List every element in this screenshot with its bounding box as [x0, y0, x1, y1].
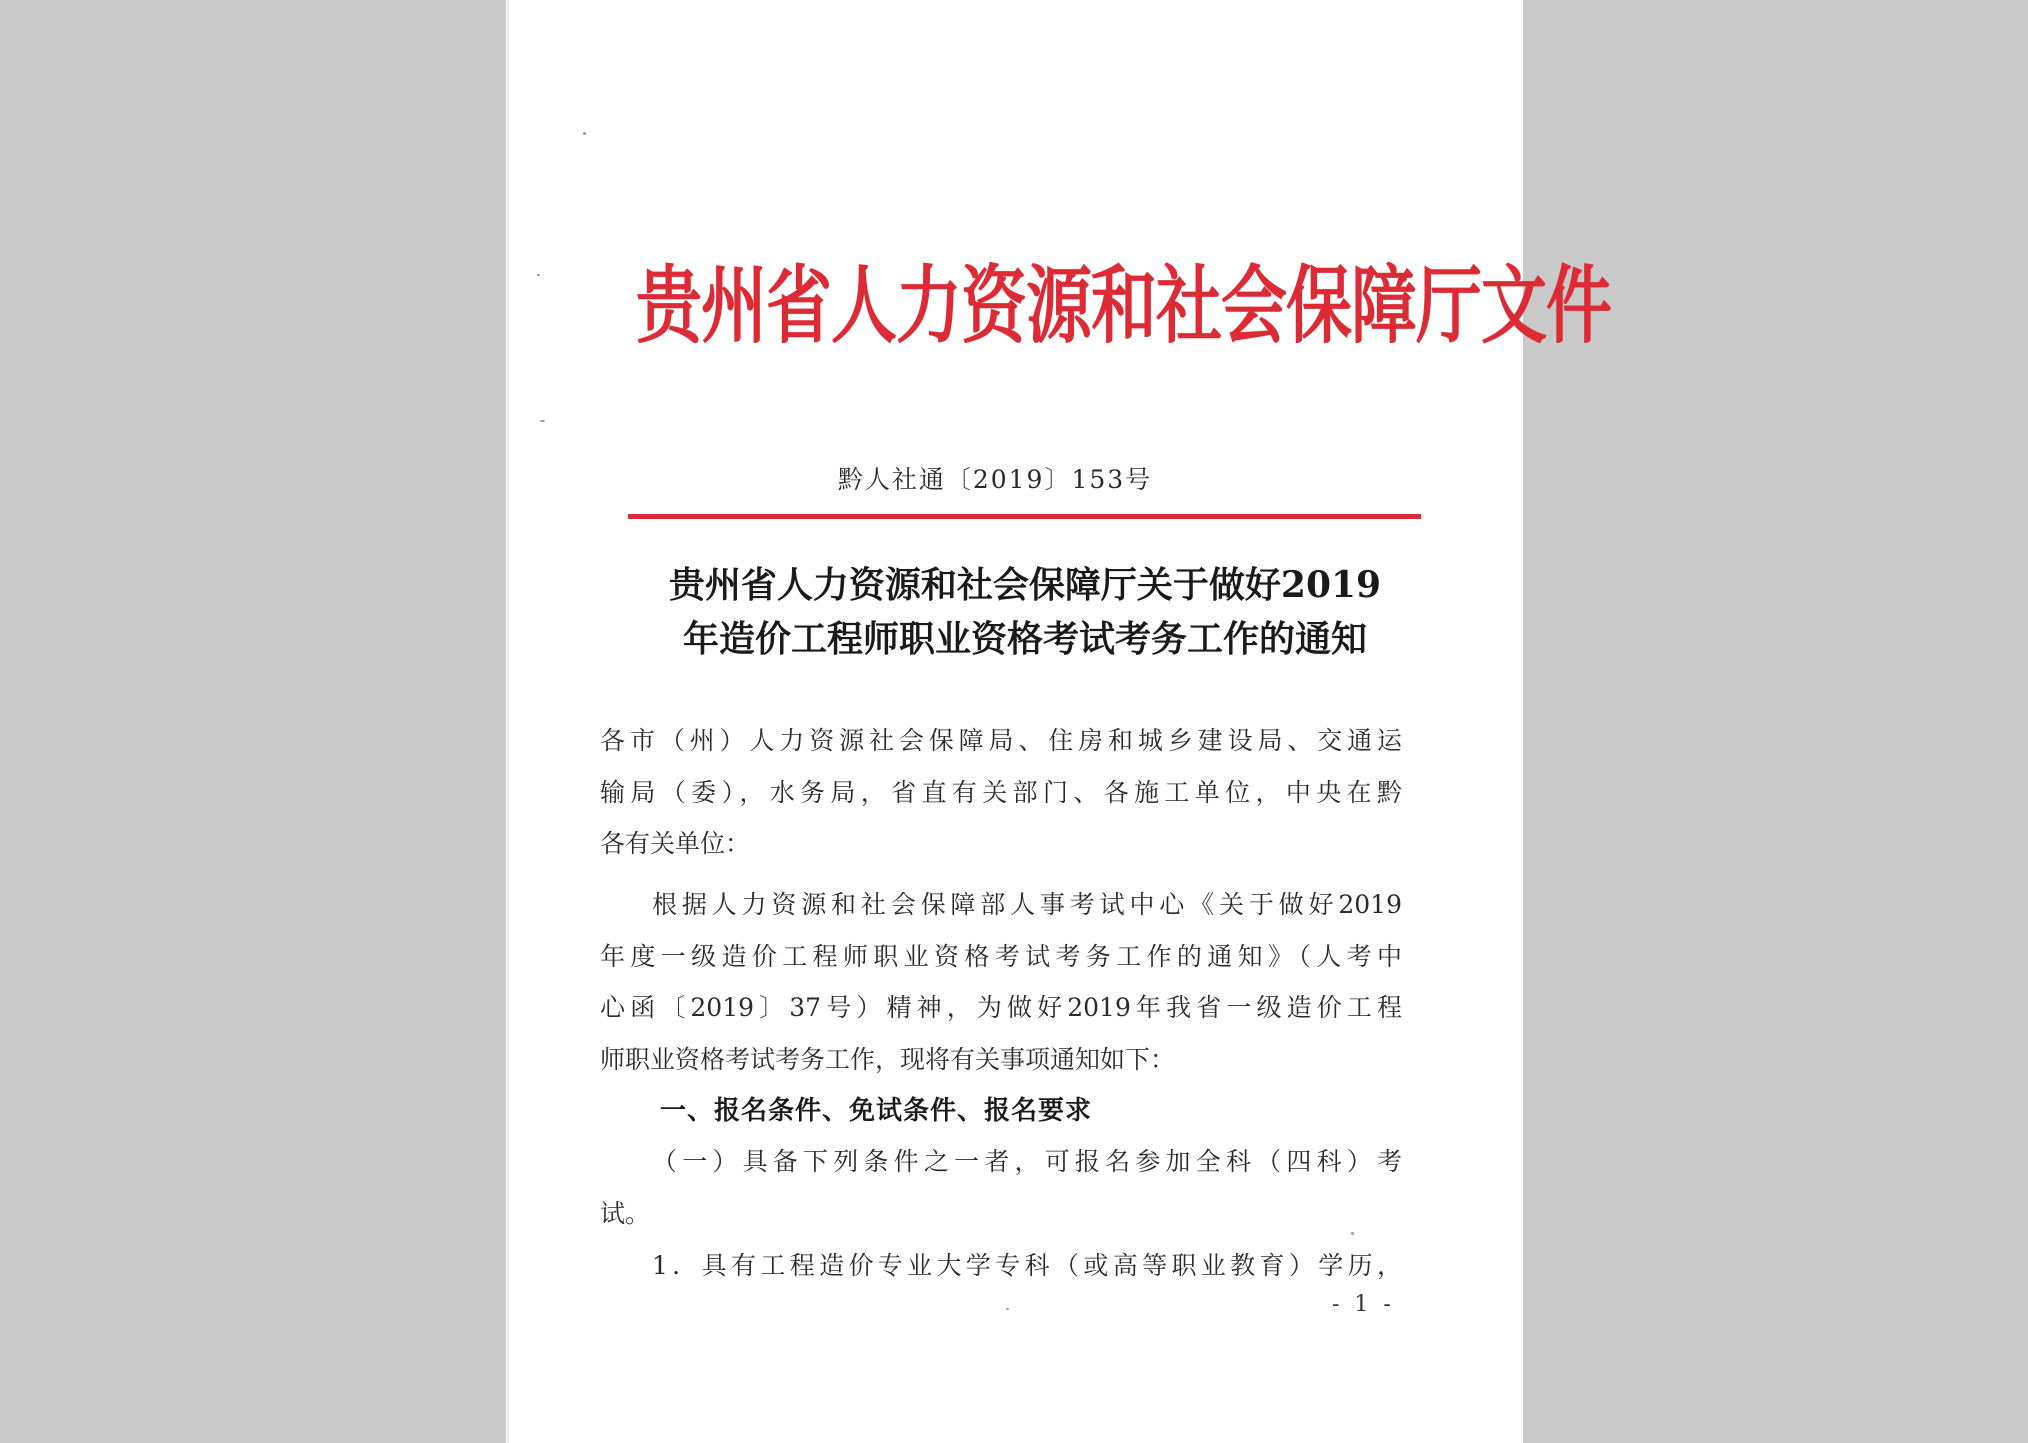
intro-paragraph — [600, 879, 1402, 1085]
scan-speck — [1006, 1308, 1009, 1310]
page-edge — [507, 0, 509, 1443]
paragraph-line: 师职业资格考试考务工作，现将有关事项通知如下： — [600, 1044, 1176, 1074]
scan-speck — [583, 132, 586, 135]
addressee-line: 输局（委），水务局，省直有关部门、各施工单位，中央在黔 — [600, 777, 1402, 807]
document-masthead: 贵州省人力资源和社会保障厅文件 — [636, 257, 1611, 356]
paragraph-line: 根据人力资源和社会保障部人事考试中心《关于做好2019 — [652, 890, 1402, 919]
paragraph-line: 年度一级造价工程师职业资格考试考务工作的通知》（人考中 — [600, 941, 1402, 971]
title-line-2: 年造价工程师职业资格考试考务工作的通知 — [682, 618, 1367, 660]
section-heading: 一、报名条件、免试条件、报名要求 — [660, 1096, 1093, 1126]
addressee-block — [600, 715, 1402, 870]
document-title — [600, 558, 1450, 666]
page-number: - 1 - — [1332, 1292, 1395, 1317]
addressee-line: 各有关单位： — [600, 829, 751, 858]
paragraph-line: 试。 — [600, 1198, 651, 1228]
addressee-line: 各市（州）人力资源社会保障局、住房和城乡建设局、交通运 — [600, 726, 1402, 755]
list-item-text: 1．具有工程造价专业大学专科（或高等职业教育）学历， — [652, 1251, 1402, 1280]
scan-speck — [540, 420, 545, 422]
title-line-1: 贵州省人力资源和社会保障厅关于做好2019 — [668, 564, 1382, 606]
scan-speck — [537, 274, 540, 276]
list-item — [600, 1240, 1402, 1292]
subsection-paragraph — [600, 1136, 1402, 1239]
document-number: 黔人社通〔2019〕153号 — [837, 465, 1153, 494]
paragraph-line: （一）具备下列条件之一者，可报名参加全科（四科）考 — [652, 1147, 1402, 1176]
red-separator-line — [628, 514, 1421, 519]
paragraph-line: 心函〔2019〕37号）精神，为做好2019年我省一级造价工程 — [600, 993, 1402, 1022]
